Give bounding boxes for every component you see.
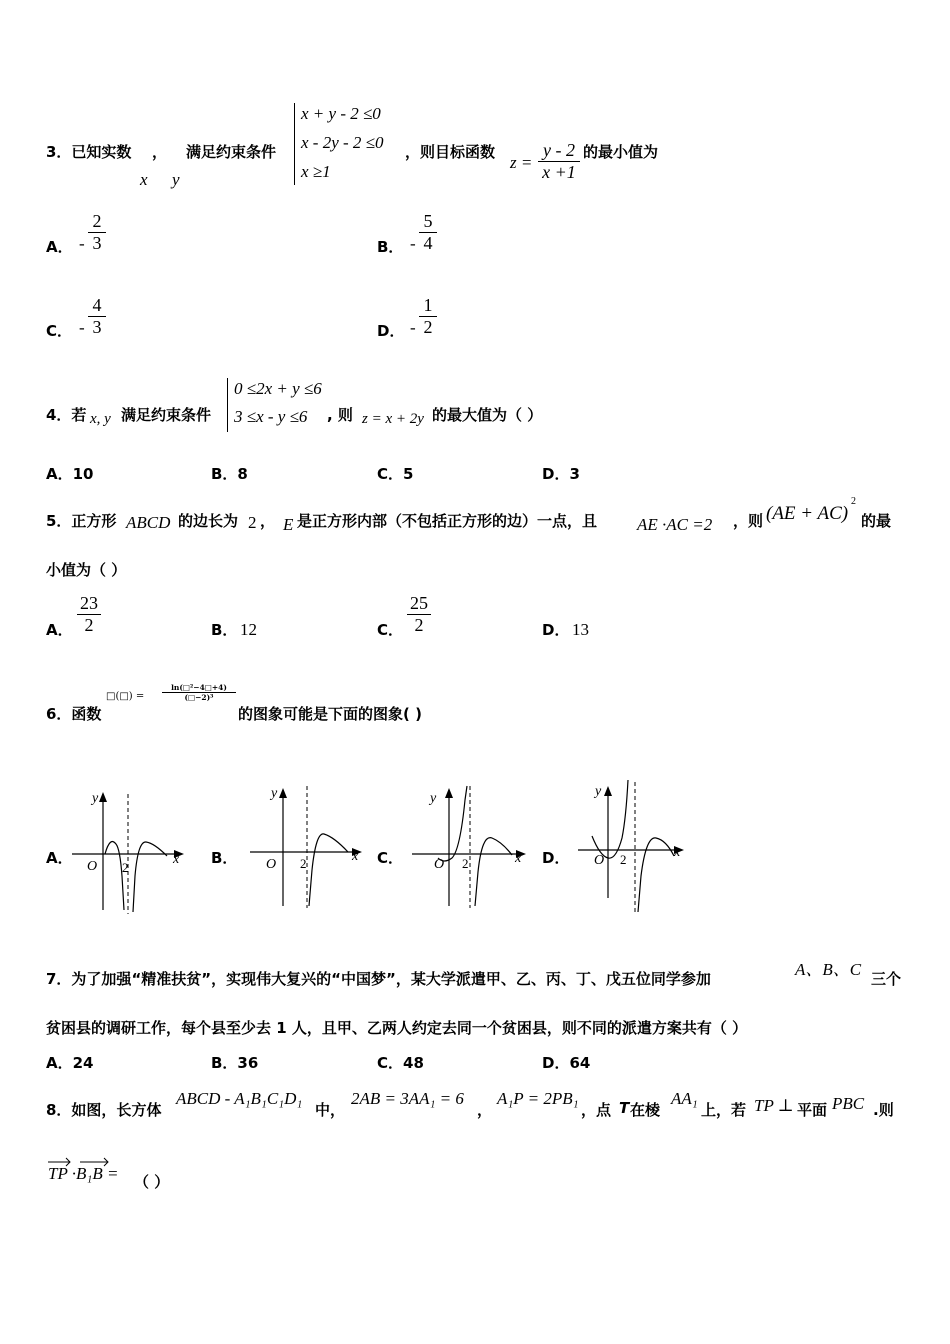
- q3-cond-3: x ≥1: [301, 162, 331, 181]
- q5-text-2: ，: [260, 512, 276, 530]
- q4-option-d: D．3: [542, 465, 580, 483]
- q3-option-d-num: 1: [423, 295, 433, 315]
- q7-option-b: B．36: [211, 1054, 259, 1072]
- q4-tail: 的最大值为（ ）: [432, 406, 543, 424]
- graph-c-two: 2: [462, 856, 469, 871]
- q3-option-c-den: 3: [92, 317, 102, 337]
- q3-option-d-sign: -: [410, 318, 416, 337]
- q3-var-x: x: [140, 170, 148, 189]
- q5-text-3: 是正方形内部（不包括正方形的边）一点，且: [297, 512, 598, 530]
- q3-option-a-label: A．: [46, 238, 73, 256]
- graph-b-y-arrow: [279, 788, 287, 798]
- q4-number: 4．若: [46, 406, 87, 424]
- q7-line-2: 贫困县的调研工作，每个县至少去 1 人，且甲、乙两人约定去同一个贫困县，则不同的派遣方案共有（ ）: [46, 1019, 748, 1037]
- q3-option-b-num: 5: [423, 211, 433, 231]
- q3-option-b-label: B．: [377, 238, 404, 256]
- q5-option-c-den: 2: [414, 615, 424, 635]
- graph-b-x-label: x: [352, 849, 359, 864]
- q8-text-7: .则: [873, 1101, 894, 1119]
- graph-d-y-arrow: [604, 786, 612, 796]
- q3-option-b-den: 4: [423, 233, 433, 253]
- q5-option-a-label: A．: [46, 621, 73, 639]
- q8-aa1: AA₁: [671, 1089, 698, 1108]
- q8-box: ABCD - A₁B₁C₁D₁: [176, 1089, 303, 1108]
- q8-text-5: 上，若: [701, 1101, 747, 1119]
- q6-option-b-label: B．: [211, 849, 238, 867]
- q6-tail: 的图象可能是下面的图象( ): [238, 705, 422, 723]
- q6-formula-fraction: [162, 683, 236, 702]
- q3-option-c-fraction: [88, 295, 106, 338]
- graph-c-y-label: y: [430, 791, 437, 806]
- q4-brace: [227, 378, 228, 432]
- q6-formula-lhs: □(□) =: [106, 691, 145, 702]
- graph-a-two: 2: [122, 860, 129, 875]
- q5-option-c-num: 25: [410, 593, 428, 613]
- q8-number: 8．如图，长方体: [46, 1101, 162, 1119]
- q8-text-6: 平面: [797, 1101, 828, 1119]
- q5-option-a-den: 2: [84, 615, 94, 635]
- q8-dot-expr: TP ·B₁B =: [48, 1164, 119, 1183]
- graph-a-y-arrow: [99, 792, 107, 802]
- q3-comma: ，: [152, 143, 168, 161]
- graph-a-left-branch: [105, 842, 124, 910]
- q8-text-1: 中，: [315, 1101, 346, 1119]
- q8-pbc: PBC: [832, 1094, 865, 1113]
- q3-option-d-den: 2: [423, 317, 433, 337]
- q4-option-c: C．5: [377, 465, 414, 483]
- q5-expr: (AE + AC): [766, 503, 849, 524]
- q5-abcd: ABCD: [126, 513, 171, 532]
- q4-vars: x, y: [90, 411, 111, 427]
- q3-cond-1: x + y - 2 ≤0: [301, 104, 381, 123]
- q3-option-a-fraction: [88, 211, 106, 254]
- q3-option-a-den: 3: [92, 233, 102, 253]
- q5-text-4: ，则: [733, 512, 764, 530]
- q4-then: , 则: [327, 406, 353, 424]
- q3-condition-label: 满足约束条件: [186, 143, 277, 161]
- q3-option-d-label: D．: [377, 322, 405, 340]
- q3-var-y: y: [172, 170, 180, 189]
- graph-b-origin: O: [266, 857, 277, 872]
- q6-graph-d: [578, 778, 693, 918]
- q6-option-a-label: A．: [46, 849, 73, 867]
- q5-option-b-label: B．: [211, 621, 238, 639]
- q3-z-eq: z =: [510, 153, 533, 172]
- q3-option-c-label: C．: [46, 322, 73, 340]
- q3-z-denominator: x +1: [542, 162, 576, 182]
- q8-text-4: 在棱: [630, 1101, 661, 1119]
- q7-line-1-end: 三个: [871, 970, 902, 988]
- q3-option-b-sign: -: [410, 234, 416, 253]
- q6-option-d-label: D．: [542, 849, 570, 867]
- q8-text-3: ，点: [581, 1101, 612, 1119]
- q8-paren: （ ）: [134, 1173, 170, 1191]
- graph-c-right-branch: [475, 838, 512, 906]
- q5-text-1: 的边长为: [178, 512, 239, 530]
- graph-a-y-label: y: [92, 791, 99, 806]
- q4-condition-label: 满足约束条件: [121, 406, 212, 424]
- q5-text-5: 的最: [861, 512, 892, 530]
- graph-c-x-label: x: [515, 851, 522, 866]
- q7-abc: A、B、C: [795, 960, 862, 979]
- q3-z-numerator: y - 2: [543, 140, 575, 160]
- q3-brace: [294, 103, 295, 185]
- q7-line-1: 7．为了加强“精准扶贫”，实现伟大复兴的“中国梦”，某大学派遣甲、乙、丙、丁、戊五位同学参加: [46, 970, 711, 988]
- graph-d-two: 2: [620, 852, 627, 867]
- graph-d-origin: O: [594, 853, 605, 868]
- q5-dot-product: AE ·AC =2: [637, 515, 713, 534]
- q6-formula-den: (□−2)³: [184, 693, 214, 702]
- q8-eq-2: A₁P = 2PB₁: [497, 1089, 579, 1108]
- graph-a-origin: O: [87, 859, 98, 874]
- q3-option-b-fraction: [419, 211, 437, 254]
- q8-text-2: ，: [477, 1101, 493, 1119]
- graph-a-x-label: x: [173, 852, 180, 867]
- graph-c-origin: O: [434, 857, 445, 872]
- q8-eq-1: 2AB = 3AA₁ = 6: [351, 1089, 464, 1108]
- q5-e: E: [283, 515, 294, 534]
- q3-tail: 的最小值为: [583, 143, 659, 161]
- q5-line-2: 小值为（ ）: [46, 561, 127, 579]
- q6-number: 6．函数: [46, 705, 102, 723]
- graph-d-right-branch: [638, 838, 674, 912]
- q5-option-a-num: 23: [80, 593, 98, 613]
- q3-cond-2: x - 2y - 2 ≤0: [301, 133, 384, 152]
- q3-option-d-fraction: [419, 295, 437, 338]
- q3-number: 3．已知实数: [46, 143, 132, 161]
- graph-a-right-branch: [133, 842, 167, 912]
- q6-option-c-label: C．: [377, 849, 404, 867]
- graph-b-two: 2: [300, 856, 307, 871]
- q5-option-d-label: D．: [542, 621, 570, 639]
- q4-cond-2: 3 ≤x - y ≤6: [234, 407, 308, 426]
- q3-option-a-num: 2: [92, 211, 102, 231]
- q5-option-b-value: 12: [240, 620, 257, 639]
- graph-c-y-arrow: [445, 788, 453, 798]
- q5-square: 2: [851, 496, 856, 507]
- q3-objective-label: ，则目标函数: [405, 143, 496, 161]
- q8-perp: TP ⊥: [754, 1096, 794, 1115]
- q3-option-c-sign: -: [79, 318, 85, 337]
- q5-number: 5．正方形: [46, 512, 117, 530]
- q5-option-c-label: C．: [377, 621, 404, 639]
- q3-option-a-sign: -: [79, 234, 85, 253]
- q5-two: 2: [248, 513, 257, 532]
- q4-option-a: A．10: [46, 465, 94, 483]
- q3-z-fraction: [538, 140, 580, 183]
- q6-formula-num: ln(□²−4□+4): [171, 683, 227, 692]
- q4-cond-1: 0 ≤2x + y ≤6: [234, 379, 322, 398]
- graph-b-right-branch: [309, 834, 348, 906]
- q3-option-c-num: 4: [92, 295, 102, 315]
- q6-graph-c: [412, 780, 532, 910]
- q5-option-d-value: 13: [572, 620, 589, 639]
- graph-d-x-label: x: [674, 845, 681, 860]
- q7-option-a: A．24: [46, 1054, 94, 1072]
- q7-option-c: C．48: [377, 1054, 424, 1072]
- q7-option-d: D．64: [542, 1054, 591, 1072]
- q4-option-b: B．8: [211, 465, 248, 483]
- q8-T: T: [619, 1099, 630, 1117]
- q5-option-c-fraction: [407, 593, 431, 636]
- graph-b-y-label: y: [271, 786, 278, 801]
- q5-option-a-fraction: [77, 593, 101, 636]
- graph-d-y-label: y: [595, 784, 602, 799]
- q4-z-expr: z = x + 2y: [362, 411, 424, 427]
- q6-graph-b: [250, 780, 365, 910]
- q6-graph-a: [72, 786, 187, 916]
